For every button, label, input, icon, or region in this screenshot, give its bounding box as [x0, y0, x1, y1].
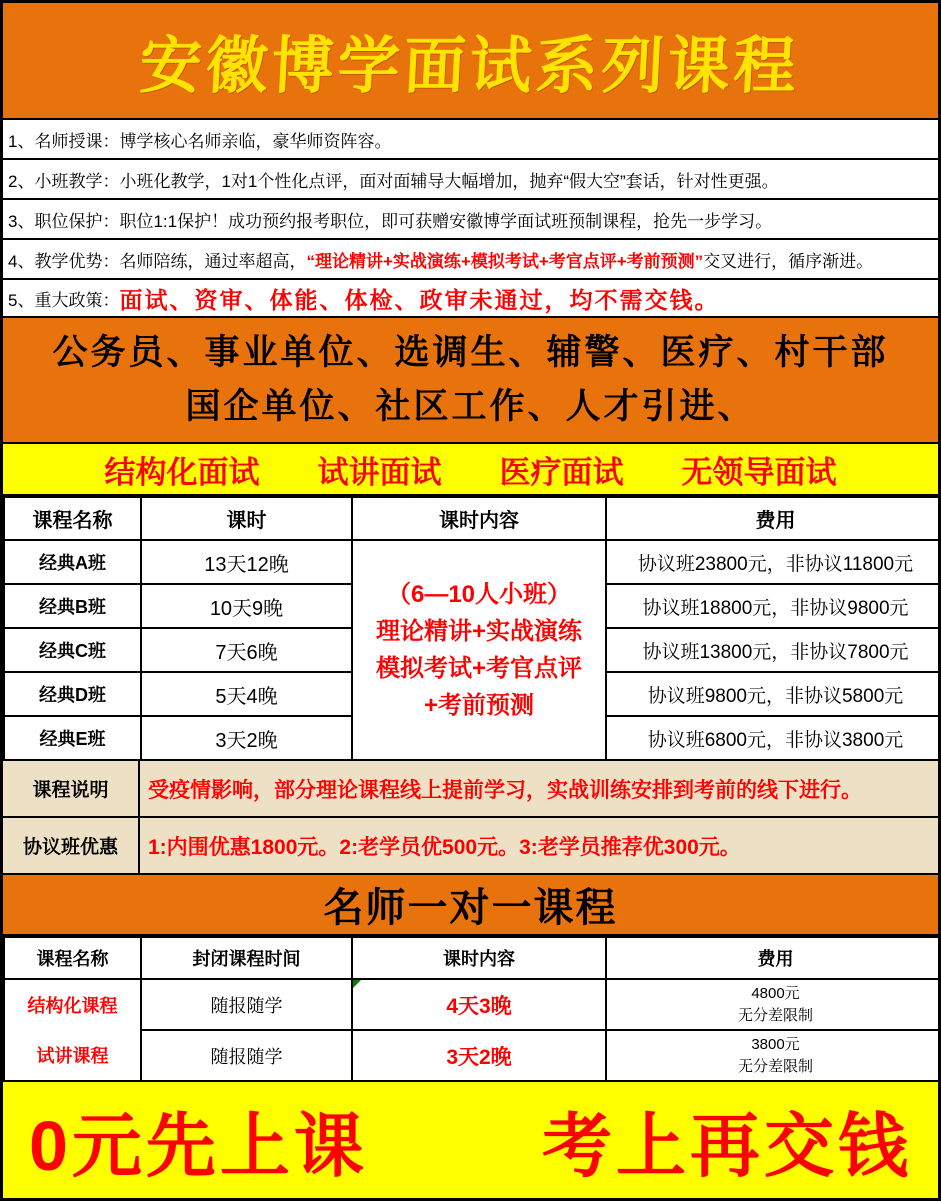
course-name: 经典A班 — [4, 540, 141, 584]
audience-line-1: 公务员、事业单位、选调生、辅警、医疗、村干部 — [52, 332, 889, 372]
footer-slogan-right: 考上再交钱 — [542, 1106, 912, 1185]
duration-text: 4天3晚 — [446, 994, 512, 1018]
course-name: 经典D班 — [4, 672, 141, 716]
course-hours: 5天4晚 — [141, 672, 352, 716]
col-header-hours: 课时 — [141, 497, 352, 540]
course-name-lecture: 试讲课程 — [36, 1046, 109, 1066]
feature-item-3 — [3, 200, 938, 240]
fee-condition: 无分差限制 — [737, 1006, 813, 1024]
col-header-content: 课时内容 — [352, 937, 606, 979]
course-hours: 13天12晚 — [141, 540, 352, 584]
cell-corner-marker-icon — [353, 980, 361, 988]
course-hours: 10天9晚 — [141, 584, 352, 628]
content-line-4: +考前预测 — [423, 692, 534, 720]
content-line-1: （6—10人小班） — [386, 580, 572, 608]
note-label: 协议班优惠 — [3, 818, 140, 873]
feature-highlight: “理论精讲+实战演练+模拟考试+考官点评+考前预测” — [306, 251, 704, 271]
one-on-one-table — [3, 936, 941, 1082]
course-content-cell — [352, 540, 606, 760]
content-line-3: 模拟考试+考官点评 — [375, 655, 582, 682]
one-on-one-header-row — [4, 937, 941, 979]
course-fee — [606, 1030, 941, 1081]
feature-text: 2、小班教学：小班化教学，1对1个性化点评，面对面辅导大幅增加，抛弃“假大空”套话，针对性更强。 — [8, 171, 779, 191]
course-name: 经典C班 — [4, 628, 141, 672]
feature-highlight: 面试、资审、体能、体检、政审未通过，均不需交钱。 — [119, 287, 720, 313]
course-hours: 3天2晚 — [141, 716, 352, 760]
track-structured: 结构化面试 — [104, 454, 260, 490]
course-duration — [352, 979, 606, 1030]
course-fee: 协议班6800元，非协议3800元 — [606, 716, 941, 760]
course-fee: 协议班9800元，非协议5800元 — [606, 672, 941, 716]
note-row-course-info — [3, 761, 938, 818]
note-label: 课程说明 — [3, 761, 140, 816]
audience-banner — [3, 318, 938, 444]
col-header-course-name: 课程名称 — [4, 497, 141, 540]
course-fee — [606, 979, 941, 1030]
poster-header — [3, 3, 938, 120]
content-line-2: 理论精讲+实战演练 — [375, 617, 582, 645]
feature-item-5 — [3, 280, 938, 318]
table-row — [4, 979, 941, 1030]
footer-slogan-banner — [3, 1082, 938, 1198]
course-hours: 7天6晚 — [141, 628, 352, 672]
feature-text: 3、职位保护：职位1:1保护！成功预约报考职位，即可获赠安徽博学面试班预制课程，抢先一步学习。 — [8, 211, 773, 231]
one-on-one-title: 名师一对一课程 — [323, 886, 618, 930]
col-header-schedule: 封闭课程时间 — [141, 937, 352, 979]
track-leaderless: 无领导面试 — [681, 454, 837, 490]
table-row — [4, 540, 941, 584]
tracks-banner — [3, 444, 938, 496]
feature-text: 5、重大政策： — [8, 290, 120, 310]
col-header-content: 课时内容 — [352, 497, 606, 540]
course-fee: 协议班18800元，非协议9800元 — [606, 584, 941, 628]
note-text: 受疫情影响，部分理论课程线上提前学习，实战训练安排到考前的线下进行。 — [148, 778, 862, 802]
note-text: 1:内围优惠1800元。2:老学员优500元。3:老学员推荐优300元。 — [148, 835, 741, 859]
course-duration — [352, 1030, 606, 1081]
duration-text: 3天2晚 — [446, 1045, 512, 1069]
one-on-one-course-names — [4, 979, 141, 1081]
feature-suffix: 交叉进行，循序渐进。 — [703, 251, 874, 271]
footer-slogan-left: 0元先上课 — [29, 1106, 368, 1185]
audience-line-2: 国企单位、社区工作、人才引进、 — [185, 387, 756, 426]
feature-text: 4、教学优势：名师陪练，通过率超高， — [8, 251, 307, 271]
course-fee: 协议班23800元，非协议11800元 — [606, 540, 941, 584]
one-on-one-banner — [3, 875, 938, 936]
poster-title: 安徽博学面试系列课程 — [138, 32, 802, 101]
course-name: 经典B班 — [4, 584, 141, 628]
feature-item-2 — [3, 160, 938, 200]
track-lecture: 试讲面试 — [317, 454, 442, 490]
col-header-fee: 费用 — [606, 497, 941, 540]
feature-item-4 — [3, 240, 938, 280]
table-row — [4, 1030, 941, 1081]
col-header-fee: 费用 — [606, 937, 941, 979]
fee-amount: 4800元 — [751, 984, 800, 1002]
col-header-course-name: 课程名称 — [4, 937, 141, 979]
course-schedule: 随报随学 — [141, 979, 352, 1030]
course-name: 经典E班 — [4, 716, 141, 760]
feature-item-1 — [3, 120, 938, 160]
feature-text: 1、名师授课：博学核心名师亲临，豪华师资阵容。 — [8, 131, 392, 151]
course-name-structured: 结构化课程 — [27, 996, 118, 1016]
fee-amount: 3800元 — [751, 1035, 800, 1053]
course-fee: 协议班13800元，非协议7800元 — [606, 628, 941, 672]
course-table-header-row — [4, 497, 941, 540]
course-table — [3, 496, 941, 761]
note-row-discount — [3, 818, 938, 875]
fee-condition: 无分差限制 — [737, 1057, 813, 1075]
course-schedule: 随报随学 — [141, 1030, 352, 1081]
track-medical: 医疗面试 — [499, 454, 624, 490]
